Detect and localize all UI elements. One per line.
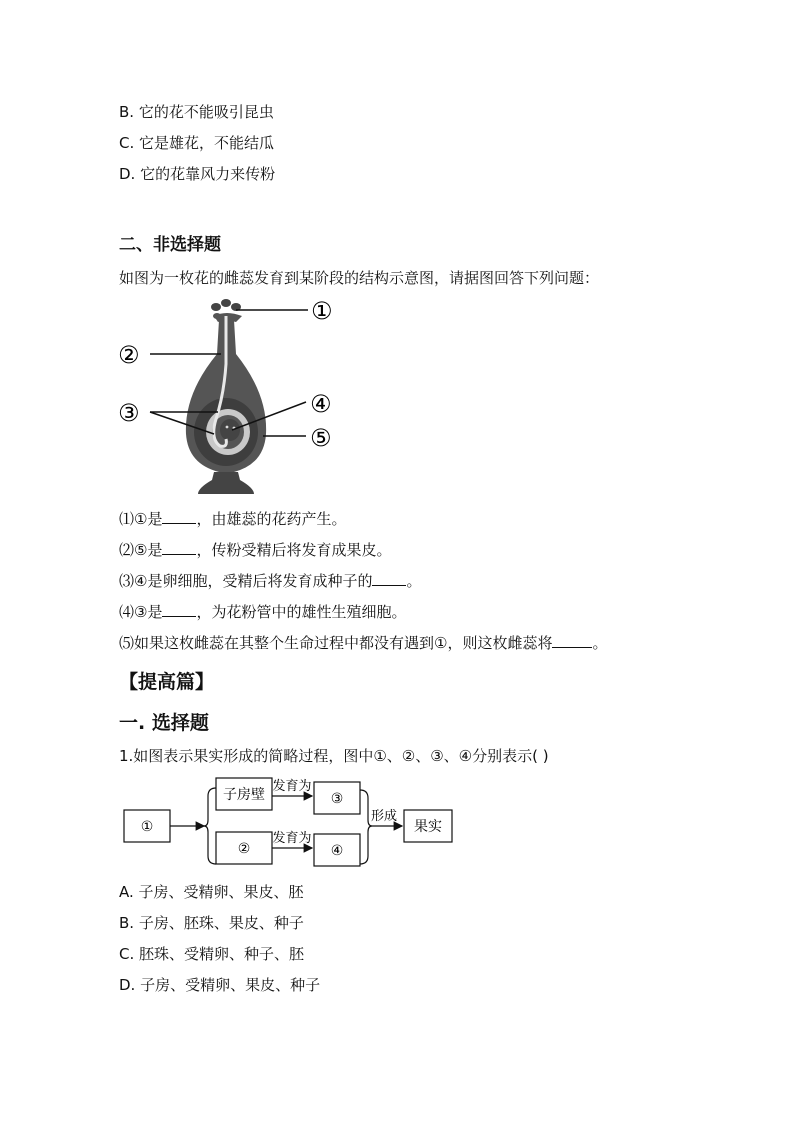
egg-cell	[226, 426, 229, 429]
arrow-label-form: 形成	[370, 809, 398, 824]
section-title-nonchoice: 二、非选择题	[119, 235, 221, 255]
answer-blank[interactable]	[372, 570, 406, 586]
flow-box-2-label: ②	[237, 841, 251, 857]
answer-option-a[interactable]: A. 子房、受精卵、果皮、胚	[119, 883, 304, 901]
sub-question-5: ⑸如果这枚雌蕊在其整个生命过程中都没有遇到①，则这枚雌蕊将 。	[119, 634, 608, 652]
sub-question-4: ⑷③是 ，为花粉管中的雄性生殖细胞。	[119, 603, 407, 621]
option-b: B. 它的花不能吸引昆虫	[119, 103, 274, 121]
pollen-grain	[211, 303, 221, 311]
answer-blank[interactable]	[162, 539, 196, 555]
left-brace	[204, 788, 216, 864]
section-title-choice: 一. 选择题	[119, 712, 209, 734]
question-1: 1.如图表示果实形成的简略过程，图中①、②、③、④分别表示( )	[119, 747, 549, 765]
label-2: ②	[118, 341, 140, 369]
embryo-sac	[220, 419, 240, 441]
flow-box-ovary-wall-label: 子房壁	[223, 787, 265, 803]
option-d: D. 它的花靠风力来传粉	[119, 165, 276, 183]
label-3: ③	[118, 399, 140, 427]
right-brace	[360, 790, 372, 864]
answer-blank[interactable]	[162, 508, 196, 524]
answer-blank[interactable]	[552, 632, 592, 648]
flow-box-fruit-label: 果实	[414, 819, 442, 835]
answer-option-b[interactable]: B. 子房、胚珠、果皮、种子	[119, 914, 304, 932]
pistil-diagram	[118, 294, 348, 499]
option-c: C. 它是雄花，不能结瓜	[119, 134, 275, 152]
arrow-label-develop-bottom: 发育为	[272, 831, 312, 846]
receptacle	[198, 472, 254, 494]
flow-box-3-label: ③	[330, 791, 344, 807]
sub-question-2: ⑵⑤是 ，传粉受精后将发育成果皮。	[119, 541, 392, 559]
question-intro: 如图为一枚花的雌蕊发育到某阶段的结构示意图，请据图回答下列问题：	[119, 269, 600, 287]
flow-box-1-label: ①	[140, 819, 154, 835]
fruit-formation-flow	[118, 776, 458, 868]
answer-blank[interactable]	[162, 601, 196, 617]
label-1: ①	[311, 297, 333, 325]
advanced-title: 【提高篇】	[119, 671, 215, 693]
pollen-grain	[221, 299, 231, 307]
answer-option-d[interactable]: D. 子房、受精卵、果皮、种子	[119, 976, 321, 994]
flow-box-4-label: ④	[330, 843, 344, 859]
label-5: ⑤	[310, 424, 332, 452]
arrow-label-develop-top: 发育为	[272, 779, 312, 794]
label-4: ④	[310, 390, 332, 418]
answer-option-c[interactable]: C. 胚珠、受精卵、种子、胚	[119, 945, 305, 963]
sub-question-3: ⑶④是卵细胞，受精后将发育成种子的 。	[119, 572, 422, 590]
sub-question-1: ⑴①是 ，由雄蕊的花药产生。	[119, 510, 347, 528]
